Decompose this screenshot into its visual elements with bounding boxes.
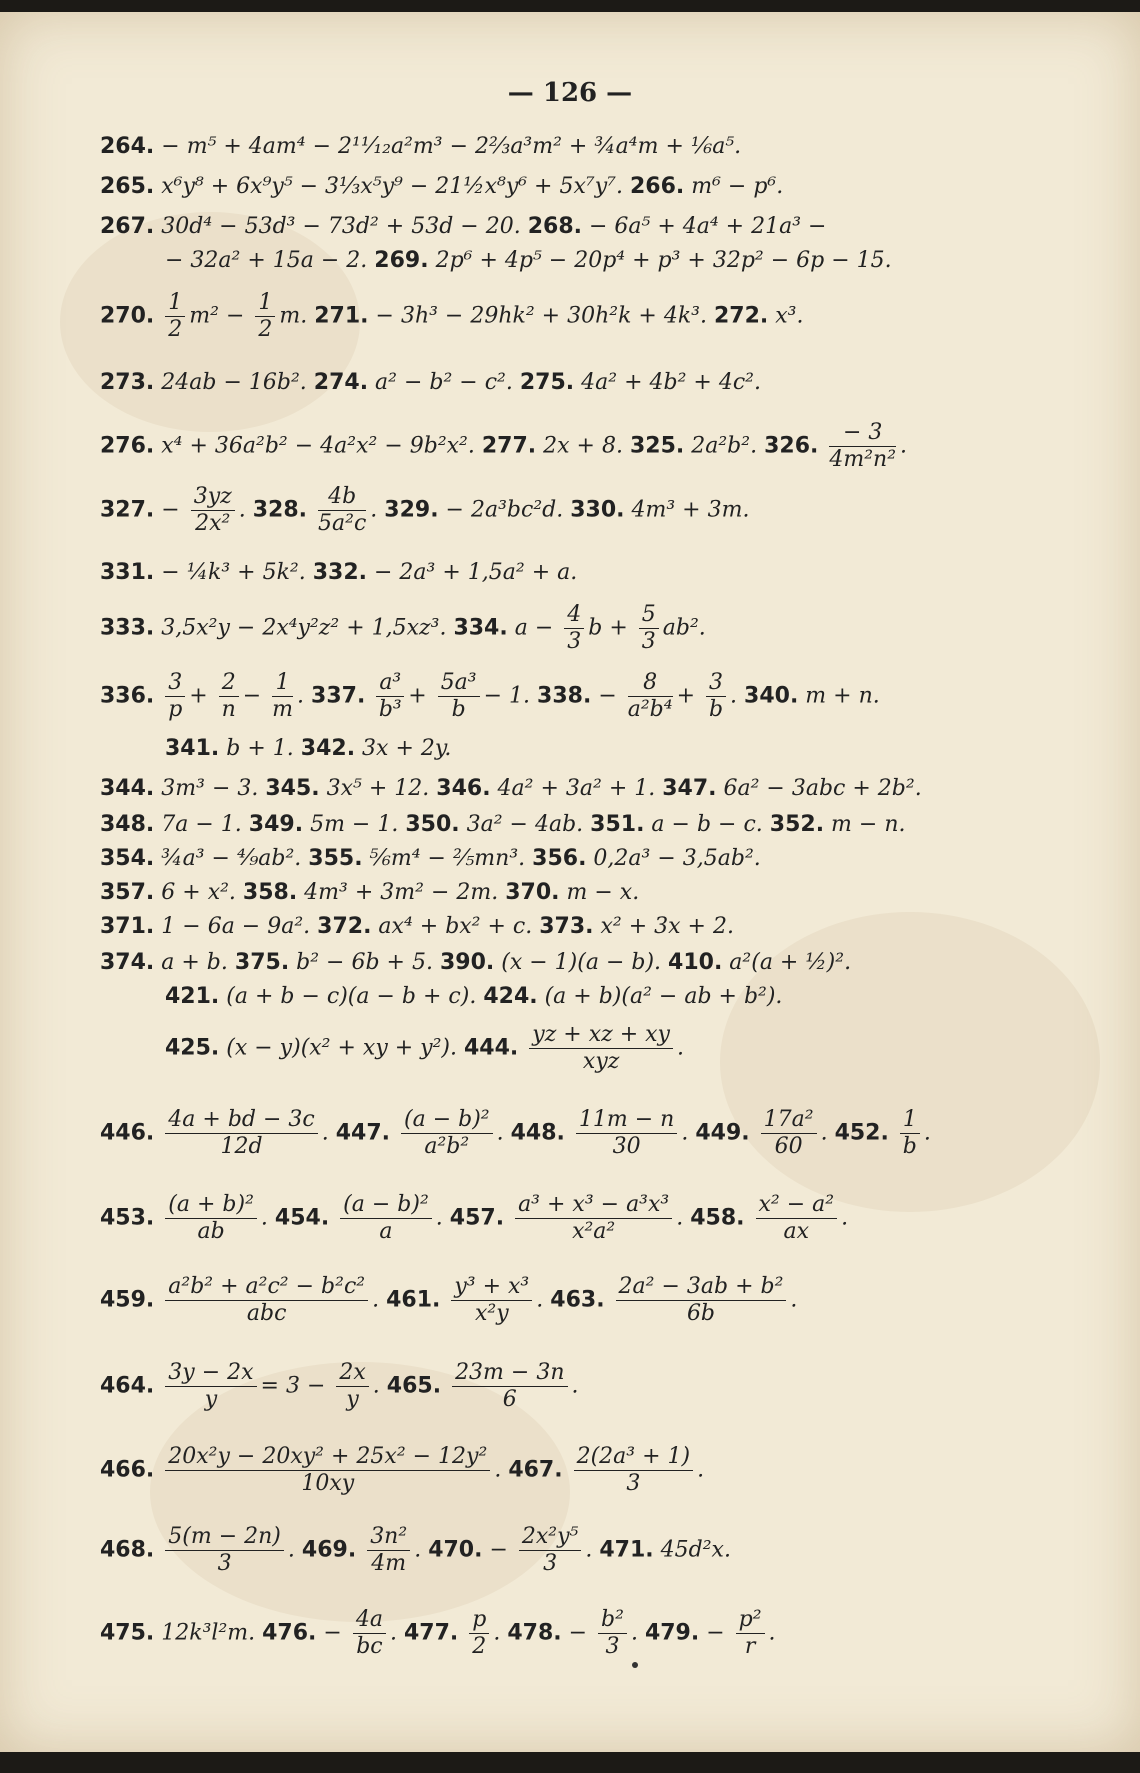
answer-line: 464. $\frac{3y - 2x}{y}$ = 3 − $\frac{2x}{y}$ . 465. $\frac{23m - 3n}{6}$ . <box>100 1360 579 1412</box>
book-page <box>0 12 1140 1752</box>
answer-line: 371. 1 − 6a − 9a². 372. ax⁴ + bx² + c. 373. x² + 3x + 2. <box>100 914 734 939</box>
answer-line: 341. b + 1. 342. 3x + 2y. <box>165 736 452 761</box>
answer-line: 459. $\frac{\text{a²b² + a²c² − b²c²}}{\text{abc}}$ . 461. $\frac{\text{y³ + x³}}{\text{x²y}}$ . 463. $\frac{\text{2a² − 3ab + b²}}{6b}$ . <box>100 1274 798 1326</box>
answer-line: 336. $\frac{3}{p}$ + $\frac{2}{n}$ − $\frac{1}{m}$ . 337. $\frac{\text{a³}}{\text{b³}}$ + $\frac{\text{5a³}}{b}$ − 1. 338. − $\frac{8}{\text{a²b⁴}}$ + $\frac{3}{b}$ . 340. m + n. <box>100 670 880 722</box>
answer-line: 466. $\frac{\text{20x²y − 20xy² + 25x² − 12y²}}{10xy}$ . 467. $\frac{\text{2(2a³ + 1)}}{3}$ . <box>100 1444 705 1496</box>
page-number: — 126 — <box>507 78 633 108</box>
answer-line: 374. a + b. 375. b² − 6b + 5. 390. (x − 1)(a − b). 410. a²(a + ½)². <box>100 950 852 975</box>
answer-line: 446. $\frac{4a + bd - 3c}{12d}$ . 447. $\frac{\text{(a − b)²}}{\text{a²b²}}$ . 448. $\frac{11m - n}{30}$ . 449. $\frac{\text{17a²}}{60}$ . 452. $\frac{1}{b}$ . <box>100 1107 931 1159</box>
answer-line: 344. 3m³ − 3. 345. 3x⁵ + 12. 346. 4a² + 3a² + 1. 347. 6a² − 3abc + 2b². <box>100 776 922 801</box>
answer-line: − 32a² + 15a − 2. 269. 2p⁶ + 4p⁵ − 20p⁴ + p³ + 32p² − 6p − 15. <box>165 248 892 273</box>
answer-line: 265. x⁶y⁸ + 6x⁹y⁵ − 3⅓x⁵y⁹ − 21½x⁸y⁶ + 5x⁷y⁷. 266. m⁶ − p⁶. <box>100 174 784 199</box>
answer-line: 264. − m⁵ + 4am⁴ − 2¹¹⁄₁₂a²m³ − 2⅔a³m² + ¾a⁴m + ⅙a⁵. <box>100 134 742 159</box>
answer-line: 348. 7a − 1. 349. 5m − 1. 350. 3a² − 4ab. 351. a − b − c. 352. m − n. <box>100 812 906 837</box>
answer-line: 331. − ¼k³ + 5k². 332. − 2a³ + 1,5a² + a. <box>100 560 578 585</box>
answer-line: 270. $\frac{1}{2}$ m² − $\frac{1}{2}$ m. 271. − 3h³ − 29hk² + 30h²k + 4k³. 272. x³. <box>100 290 804 342</box>
answer-line: 453. $\frac{\text{(a + b)²}}{ab}$ . 454. $\frac{\text{(a − b)²}}{a}$ . 457. $\frac{\text{a³ + x³ − a³x³}}{\text{x²a²}}$ . 458. $\frac{\text{x² − a²}}{ax}$ . <box>100 1192 849 1244</box>
answer-line: 354. ¾a³ − ⁴⁄₉ab². 355. ⅚m⁴ − ⅖mn³. 356. 0,2a³ − 3,5ab². <box>100 846 761 871</box>
answer-line: 276. x⁴ + 36a²b² − 4a²x² − 9b²x². 277. 2x + 8. 325. 2a²b². 326. $\frac{- 3}{\text{4m²n²}}$ . <box>100 420 908 472</box>
answer-line: 357. 6 + x². 358. 4m³ + 3m² − 2m. 370. m − x. <box>100 880 640 905</box>
answer-line: 421. (a + b − c)(a − b + c). 424. (a + b)(a² − ab + b²). <box>165 984 783 1009</box>
answer-line: 425. (x − y)(x² + xy + y²). 444. $\frac{yz + xz + xy}{\text{xyz}}$ . <box>165 1022 684 1074</box>
ink-dot <box>632 1662 638 1668</box>
answer-line: 327. − $\frac{3yz}{\text{2x²}}$ . 328. $\frac{4b}{\text{5a²c}}$ . 329. − 2a³bc²d. 330. 4m³ + 3m. <box>100 484 750 536</box>
answer-line: 333. 3,5x²y − 2x⁴y²z² + 1,5xz³. 334. a − $\frac{4}{3}$ b + $\frac{5}{3}$ ab². <box>100 602 706 654</box>
answer-line: 273. 24ab − 16b². 274. a² − b² − c². 275. 4a² + 4b² + 4c². <box>100 370 761 395</box>
answer-line: 475. 12k³l²m. 476. − $\frac{4a}{bc}$ . 477. $\frac{p}{2}$ . 478. − $\frac{\text{b²}}{3}$ . 479. − $\frac{\text{p²}}{r}$ . <box>100 1607 776 1659</box>
answer-line: 267. 30d⁴ − 53d³ − 73d² + 53d − 20. 268. − 6a⁵ + 4a⁴ + 21a³ − <box>100 214 827 239</box>
answer-line: 468. $\frac{5(m - 2n)}{3}$ . 469. $\frac{\text{3n²}}{4m}$ . 470. − $\frac{\text{2x²y⁵}}{3}$ . 471. 45d²x. <box>100 1524 731 1576</box>
